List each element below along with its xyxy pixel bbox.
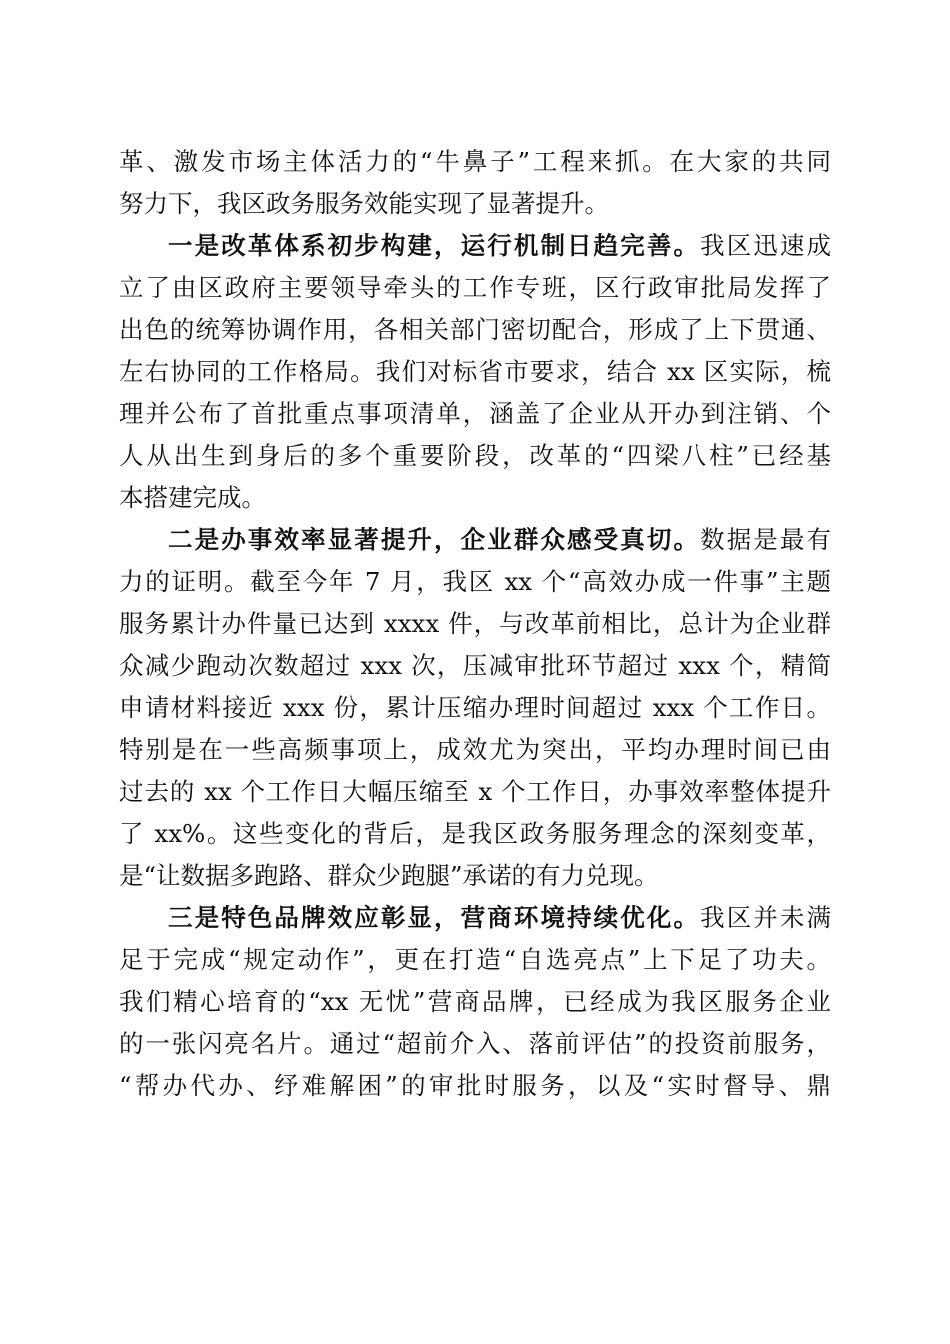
text-line: 过去的 xx 个工作日大幅压缩至 x 个工作日，办事效率整体提升: [119, 777, 831, 806]
paragraph-first-line: [119, 897, 831, 939]
text-line: 革、激发市场主体活力的“牛鼻子”工程来抓。在大家的共同: [119, 147, 831, 176]
paragraph-heading: 二是办事效率显著提升，企业群众感受真切。: [168, 525, 701, 554]
paragraph-heading: 三是特色品牌效应彰显，营商环境持续优化。: [168, 903, 701, 932]
text-line: 理并公布了首批重点事项清单，涵盖了企业从开办到注销、个: [119, 399, 831, 428]
paragraph-heading: 一是改革体系初步构建，运行机制日趋完善。: [168, 231, 701, 260]
document-body: [119, 141, 831, 1107]
text-line: 众减少跑动次数超过 xxx 次，压减审批环节超过 xxx 个，精简: [119, 651, 831, 680]
text-line: 是“让数据多跑路、群众少跑腿”承诺的有力兑现。: [119, 861, 659, 890]
text-span: 我区并未满: [700, 903, 832, 932]
text-line: 足于完成“规定动作”，更在打造“自选亮点”上下足了功夫。: [119, 945, 831, 974]
text-span: 我区迅速成: [700, 231, 832, 260]
text-line: 我们精心培育的“xx 无忧”营商品牌，已经成为我区服务企业: [119, 987, 831, 1016]
text-line: 的一张闪亮名片。通过“超前介入、落前评估”的投资前服务，: [119, 1029, 831, 1058]
text-line: 了 xx%。这些变化的背后，是我区政务服务理念的深刻变革，: [119, 819, 831, 848]
paragraph-first-line: [119, 519, 831, 561]
text-line: 力的证明。截至今年 7 月，我区 xx 个“高效办成一件事”主题: [119, 567, 831, 596]
paragraph-first-line: [119, 225, 831, 267]
text-line: 人从出生到身后的多个重要阶段，改革的“四梁八柱”已经基: [119, 441, 831, 470]
text-line: 服务累计办件量已达到 xxxx 件，与改革前相比，总计为企业群: [119, 609, 831, 638]
text-line: 申请材料接近 xxx 份，累计压缩办理时间超过 xxx 个工作日。: [119, 693, 831, 722]
text-line: 左右协同的工作格局。我们对标省市要求，结合 xx 区实际，梳: [119, 357, 831, 386]
text-line: 本搭建完成。: [119, 483, 266, 512]
text-line: 立了由区政府主要领导牵头的工作专班，区行政审批局发挥了: [119, 273, 831, 302]
text-line: 出色的统筹协调作用，各相关部门密切配合，形成了上下贯通、: [119, 315, 831, 344]
text-line: 努力下，我区政务服务效能实现了显著提升。: [119, 189, 609, 218]
text-line: “帮办代办、纾难解困”的审批时服务，以及“实时督导、鼎: [119, 1071, 831, 1100]
text-span: 数据是最有: [700, 525, 832, 554]
text-line: 特别是在一些高频事项上，成效尤为突出，平均办理时间已由: [119, 735, 831, 764]
